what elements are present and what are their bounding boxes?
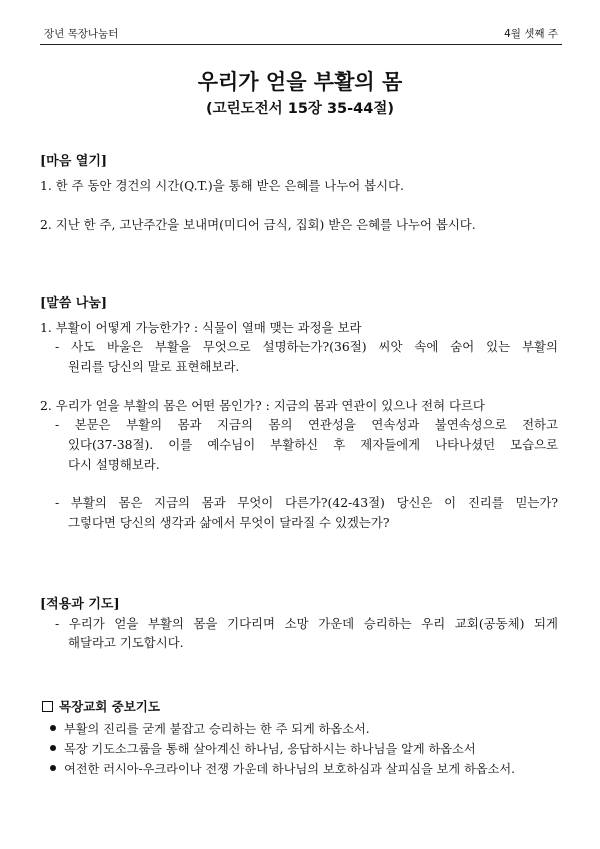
- question-1-sub-line-2: 원리를 당신의 말로 표현해보라.: [68, 359, 240, 374]
- question-2-sub1-line-2: 있다(37-38절). 이를 예수님이 부활하신 후 제자들에게 나타나셨던 모습으로: [68, 437, 558, 452]
- apply-line-2: 해달라고 기도합시다.: [68, 635, 184, 650]
- section-heading-word-sharing: [말씀 나눔]: [40, 296, 108, 311]
- page-header: [40, 22, 562, 45]
- prayer-heading-text: 목장교회 중보기도: [59, 699, 160, 714]
- prayer-item-text: 부활의 진리를 굳게 붙잡고 승리하는 한 주 되게 하옵소서.: [64, 722, 370, 736]
- prayer-item-2: [50, 740, 476, 757]
- open-heart-item-2: 2. 지난 한 주, 고난주간을 보내며(미디어 금식, 집회) 받은 은혜를 나누어 봅시다.: [40, 217, 476, 232]
- header-left: 장년 목장나눔터: [44, 28, 119, 40]
- question-2-sub1-line-3: 다시 설명해보라.: [68, 457, 160, 472]
- question-2-sub1-line-1: - 본문은 부활의 몸과 지금의 몸의 연관성을 연속성과 불연속성으로 전하고: [55, 417, 558, 432]
- checkbox-icon: [42, 701, 53, 712]
- question-2: 2. 우리가 얻을 부활의 몸은 어떤 몸인가? : 지금의 몸과 연관이 있으나 전혀 다르다: [40, 398, 485, 413]
- bullet-icon: [50, 725, 56, 731]
- section-heading-apply-pray: [적용과 기도]: [40, 597, 120, 612]
- page-subtitle: (고린도전서 15장 35-44절): [206, 101, 394, 117]
- question-2-sub2-line-2: 그렇다면 당신의 생각과 삶에서 무엇이 달라질 수 있겠는가?: [68, 515, 390, 530]
- prayer-item-text: 목장 기도소그룹을 통해 살아계신 하나님, 응답하시는 하나님을 알게 하옵소서: [64, 742, 476, 756]
- prayer-item-3: [50, 760, 515, 777]
- bullet-icon: [50, 745, 56, 751]
- question-2-sub2-line-1: - 부활의 몸은 지금의 몸과 무엇이 다른가?(42-43절) 당신은 이 진리를 믿는가?: [55, 495, 558, 510]
- section-heading-open-heart: [마음 열기]: [40, 154, 108, 169]
- prayer-item-1: [50, 720, 370, 737]
- apply-line-1: - 우리가 얻을 부활의 몸을 기다리며 소망 가운데 승리하는 우리 교회(공동체) 되게: [55, 616, 558, 631]
- page-title: 우리가 얻을 부활의 몸: [197, 70, 403, 94]
- prayer-heading: [42, 697, 160, 715]
- question-1-sub-line-1: - 사도 바울은 부활을 무엇으로 설명하는가?(36절) 씨앗 속에 숨어 있는 부활의: [55, 339, 558, 354]
- header-right: 4월 셋째 주: [504, 28, 558, 40]
- question-1: 1. 부활이 어떻게 가능한가? : 식물이 열매 맺는 과정을 보라: [40, 320, 362, 335]
- bullet-icon: [50, 765, 56, 771]
- open-heart-item-1: 1. 한 주 동안 경건의 시간(Q.T.)을 통해 받은 은혜를 나누어 봅시다.: [40, 178, 404, 193]
- prayer-item-text: 여전한 러시아-우크라이나 전쟁 가운데 하나님의 보호하심과 살피심을 보게 하옵소서.: [64, 762, 516, 776]
